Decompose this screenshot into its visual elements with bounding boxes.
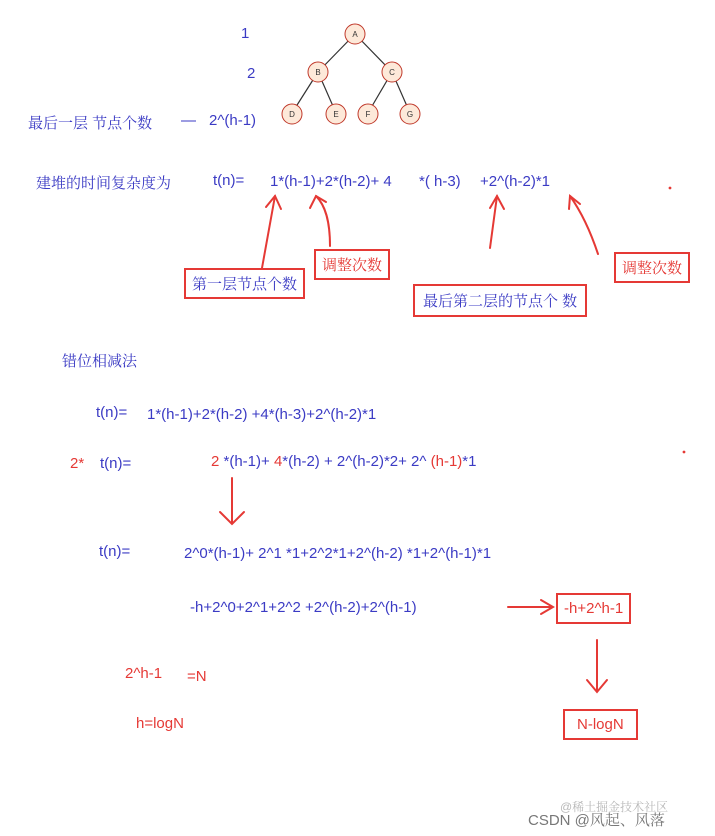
last-level-label: 最后一层 节点个数 — [28, 115, 153, 132]
level-number-2: 2 — [247, 65, 256, 82]
final-result-box: N-logN — [563, 709, 638, 740]
eq2-term5: (h-1) — [430, 453, 463, 470]
eq1-rhs: 1*(h-1)+2*(h-2) +4*(h-3)+2^(h-2)*1 — [147, 406, 377, 423]
eq2-rhs — [211, 453, 476, 470]
level-number-1: 1 — [241, 25, 250, 42]
tree-node-b — [308, 62, 328, 82]
tree-node-g — [400, 104, 420, 124]
eq3-rhs: 2^0*(h-1)+ 2^1 *1+2^2*1+2^(h-2) *1+2^(h-1)*1 — [184, 545, 492, 562]
eq2-term1: 2 — [211, 453, 220, 470]
eq2-term2: *(h-1)+ — [219, 453, 274, 470]
arrow-first-level — [262, 196, 275, 268]
eq2-term4: *(h-2) + 2^(h-2)*2+ 2^ — [282, 453, 431, 470]
build-heap-rhs-part1: 1*(h-1)+2*(h-2)+ 4 — [270, 173, 392, 190]
tree-node-a — [345, 24, 365, 44]
build-heap-rhs-part3: +2^(h-2)*1 — [480, 173, 550, 190]
h-eq: h=logN — [136, 715, 184, 732]
eq2-factor: 2* — [70, 455, 85, 472]
eq2-term6: *1 — [462, 453, 477, 470]
eq2-term3: 4 — [273, 453, 283, 470]
last-level-dash: — — [181, 112, 196, 129]
build-heap-lhs: t(n)= — [213, 172, 245, 189]
watermark: CSDN @风起、风落 — [528, 812, 665, 829]
svg-text:F: F — [365, 110, 371, 119]
n-eq-rhs: =N — [187, 668, 207, 685]
svg-text:C: C — [389, 68, 395, 77]
annotation-second-last-level-count: 最后第二层的节点个 数 — [413, 284, 587, 317]
arrow-adjust-left — [316, 196, 330, 246]
tree-node-c — [382, 62, 402, 82]
watermark-faint: @稀土掘金技术社区 — [560, 800, 669, 814]
last-level-formula: 2^(h-1) — [209, 112, 257, 129]
eq3-lhs: t(n)= — [99, 543, 131, 560]
annotation-first-level-count: 第一层节点个数 — [184, 268, 305, 299]
annotation-adjust-count-left: 调整次数 — [314, 249, 390, 280]
annotation-adjust-count-right: 调整次数 — [614, 252, 690, 283]
arrow-adjust-right — [570, 196, 598, 254]
n-eq-lhs: 2^h-1 — [125, 665, 163, 682]
tree-node-d — [282, 104, 302, 124]
eq4: -h+2^0+2^1+2^2 +2^(h-2)+2^(h-1) — [190, 599, 417, 616]
build-heap-label: 建堆的时间复杂度为 — [36, 175, 172, 192]
svg-text:A: A — [352, 30, 358, 39]
eq1-lhs: t(n)= — [96, 404, 128, 421]
tree-node-f — [358, 104, 378, 124]
tree-node-e — [326, 104, 346, 124]
svg-text:E: E — [333, 110, 339, 119]
method-title: 错位相减法 — [62, 353, 138, 370]
svg-text:B: B — [315, 68, 321, 77]
eq2-lhs: t(n)= — [100, 455, 132, 472]
build-heap-rhs-part2: *( h-3) — [419, 173, 461, 190]
eq4-result-box: -h+2^h-1 — [556, 593, 631, 624]
svg-text:G: G — [406, 110, 414, 119]
svg-text:D: D — [289, 110, 295, 119]
